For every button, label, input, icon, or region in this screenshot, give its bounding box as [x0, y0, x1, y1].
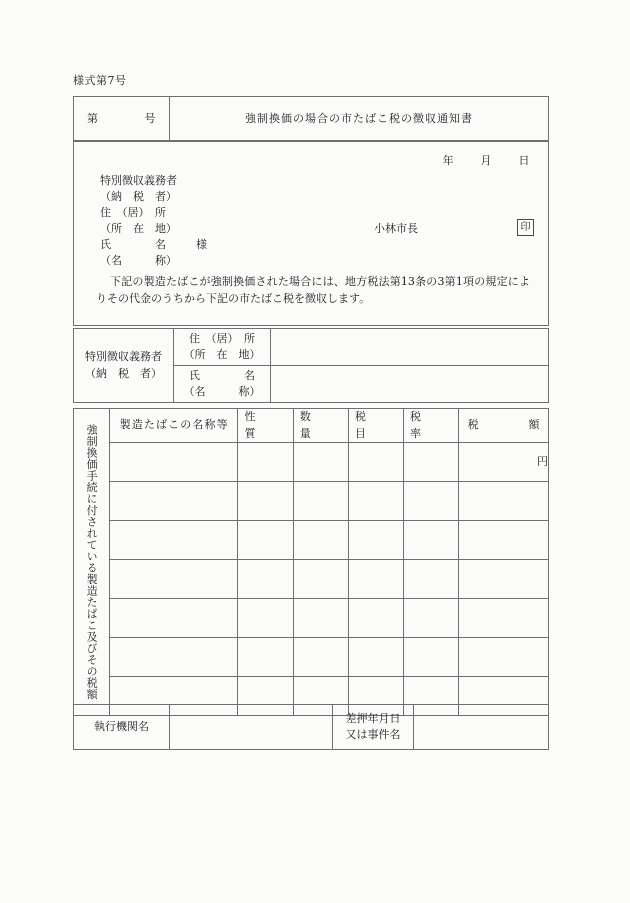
goods-name-cell[interactable] [109, 560, 238, 599]
payer-section-label [74, 329, 174, 403]
goods-name-cell[interactable] [109, 521, 238, 560]
statement-text: 下記の製造たばこが強制換価された場合には、地方税法第13条の3第1項の規定によりその代金のうちから下記の市たばこ税を徴収します。 [96, 275, 530, 306]
goods-quantity-cell[interactable] [293, 638, 348, 677]
body-block [73, 140, 549, 326]
document-number-cell[interactable]: 第 号 [74, 97, 170, 142]
payer-name-label-line2: （名 称） [183, 385, 261, 398]
issuer-name: 小林市長 [374, 222, 418, 235]
table-row [74, 599, 549, 638]
goods-tax-amount-cell[interactable] [459, 521, 549, 560]
goods-name-cell[interactable] [109, 482, 238, 521]
agency-value[interactable] [170, 705, 333, 750]
payer-label-line2: （納 税 者） [85, 366, 162, 380]
seizure-value[interactable] [414, 705, 549, 750]
goods-tax-rate-cell[interactable] [403, 638, 458, 677]
payer-label-line1: 特別徴収義務者 [85, 350, 162, 363]
payer-address-label-line2: （所 在 地） [183, 348, 261, 361]
payer-name-label [174, 366, 271, 403]
goods-name-cell[interactable] [109, 638, 238, 677]
goods-tax-rate-cell[interactable] [403, 599, 458, 638]
goods-tax-item-cell[interactable] [348, 482, 403, 521]
goods-quantity-cell[interactable] [293, 482, 348, 521]
goods-tax-rate-cell[interactable] [403, 521, 458, 560]
payer-address-label-line1: 住 （居） 所 [189, 331, 255, 345]
column-header-tax-rate: 税 率 [403, 409, 458, 443]
goods-quality-cell[interactable] [238, 599, 293, 638]
column-header-name: 製造たばこの名称等 [109, 409, 238, 443]
addressee-honorific: 様 [196, 238, 207, 251]
goods-tax-item-cell[interactable] [348, 521, 403, 560]
table-row [74, 482, 549, 521]
table-row [74, 705, 549, 750]
table-row [74, 560, 549, 599]
goods-tax-item-cell[interactable] [348, 599, 403, 638]
goods-tax-amount-cell[interactable] [459, 482, 549, 521]
goods-tax-item-cell[interactable] [348, 638, 403, 677]
table-row [74, 141, 549, 326]
issue-date-line[interactable] [443, 153, 531, 170]
table-row [74, 97, 549, 142]
goods-tax-item-cell[interactable] [348, 443, 403, 482]
seizure-label-line1: 差押年月日 [345, 711, 401, 725]
date-year-label: 年 [442, 154, 454, 167]
goods-quantity-cell[interactable] [293, 443, 348, 482]
goods-name-cell[interactable] [109, 599, 238, 638]
agency-label: 執行機関名 [74, 705, 170, 750]
seizure-label-line2: 又は事件名 [345, 728, 401, 741]
payer-block [73, 328, 549, 403]
goods-vertical-label [74, 409, 110, 716]
footer-block [73, 704, 549, 750]
goods-tax-amount-cell[interactable] [459, 638, 549, 677]
table-row [74, 443, 549, 482]
table-row [74, 521, 549, 560]
column-header-tax-item: 税 目 [348, 409, 403, 443]
goods-tax-amount-cell[interactable]: 円 [459, 443, 549, 482]
payer-name-value[interactable] [271, 366, 549, 403]
goods-quality-cell[interactable] [238, 443, 293, 482]
payer-address-value[interactable] [271, 329, 549, 366]
goods-quality-cell[interactable] [238, 560, 293, 599]
payer-name-label-line1: 氏 名 [189, 368, 255, 382]
form-number: 様式第7号 [73, 74, 127, 87]
column-header-tax-amount: 税 額 [459, 409, 549, 443]
addressee-line-location: （所 在 地） [100, 222, 177, 235]
goods-tax-rate-cell[interactable] [403, 443, 458, 482]
payer-address-label [174, 329, 271, 366]
goods-quality-cell[interactable] [238, 521, 293, 560]
goods-table [73, 408, 549, 716]
column-header-quality: 性 質 [238, 409, 293, 443]
goods-quality-cell[interactable] [238, 482, 293, 521]
addressee-block [100, 173, 207, 269]
column-header-quantity: 数 量 [293, 409, 348, 443]
goods-quantity-cell[interactable] [293, 599, 348, 638]
goods-quantity-cell[interactable] [293, 521, 348, 560]
goods-quantity-cell[interactable] [293, 560, 348, 599]
goods-tax-rate-cell[interactable] [403, 560, 458, 599]
goods-tax-rate-cell[interactable] [403, 482, 458, 521]
addressee-line-name [100, 237, 207, 253]
addressee-line-corporate-name: （名 称） [100, 254, 177, 267]
body-cell [74, 141, 549, 326]
goods-quality-cell[interactable] [238, 638, 293, 677]
seal-stamp-icon: 印 [517, 219, 534, 236]
goods-vertical-label-text: 強制換価手続に付されている製造たばこ及びその税額 [85, 424, 99, 700]
document-title: 強制換価の場合の市たばこ税の徴収通知書 [170, 97, 549, 142]
goods-tax-amount-cell[interactable] [459, 599, 549, 638]
seizure-label [333, 705, 414, 750]
addressee-line-address: 住 （居） 所 [100, 206, 166, 219]
goods-tax-amount-cell[interactable] [459, 560, 549, 599]
title-block [73, 96, 549, 142]
addressee-line-special-collector: 特別徴収義務者 [100, 174, 177, 187]
goods-tax-item-cell[interactable] [348, 560, 403, 599]
table-row [74, 329, 549, 366]
addressee-line-taxpayer: （納 税 者） [100, 190, 177, 203]
date-day-label: 日 [518, 154, 530, 167]
goods-name-cell[interactable] [109, 443, 238, 482]
addressee-name-label: 氏 名 [100, 238, 166, 251]
table-row [74, 638, 549, 677]
table-row [74, 409, 549, 443]
date-month-label: 月 [480, 154, 492, 167]
